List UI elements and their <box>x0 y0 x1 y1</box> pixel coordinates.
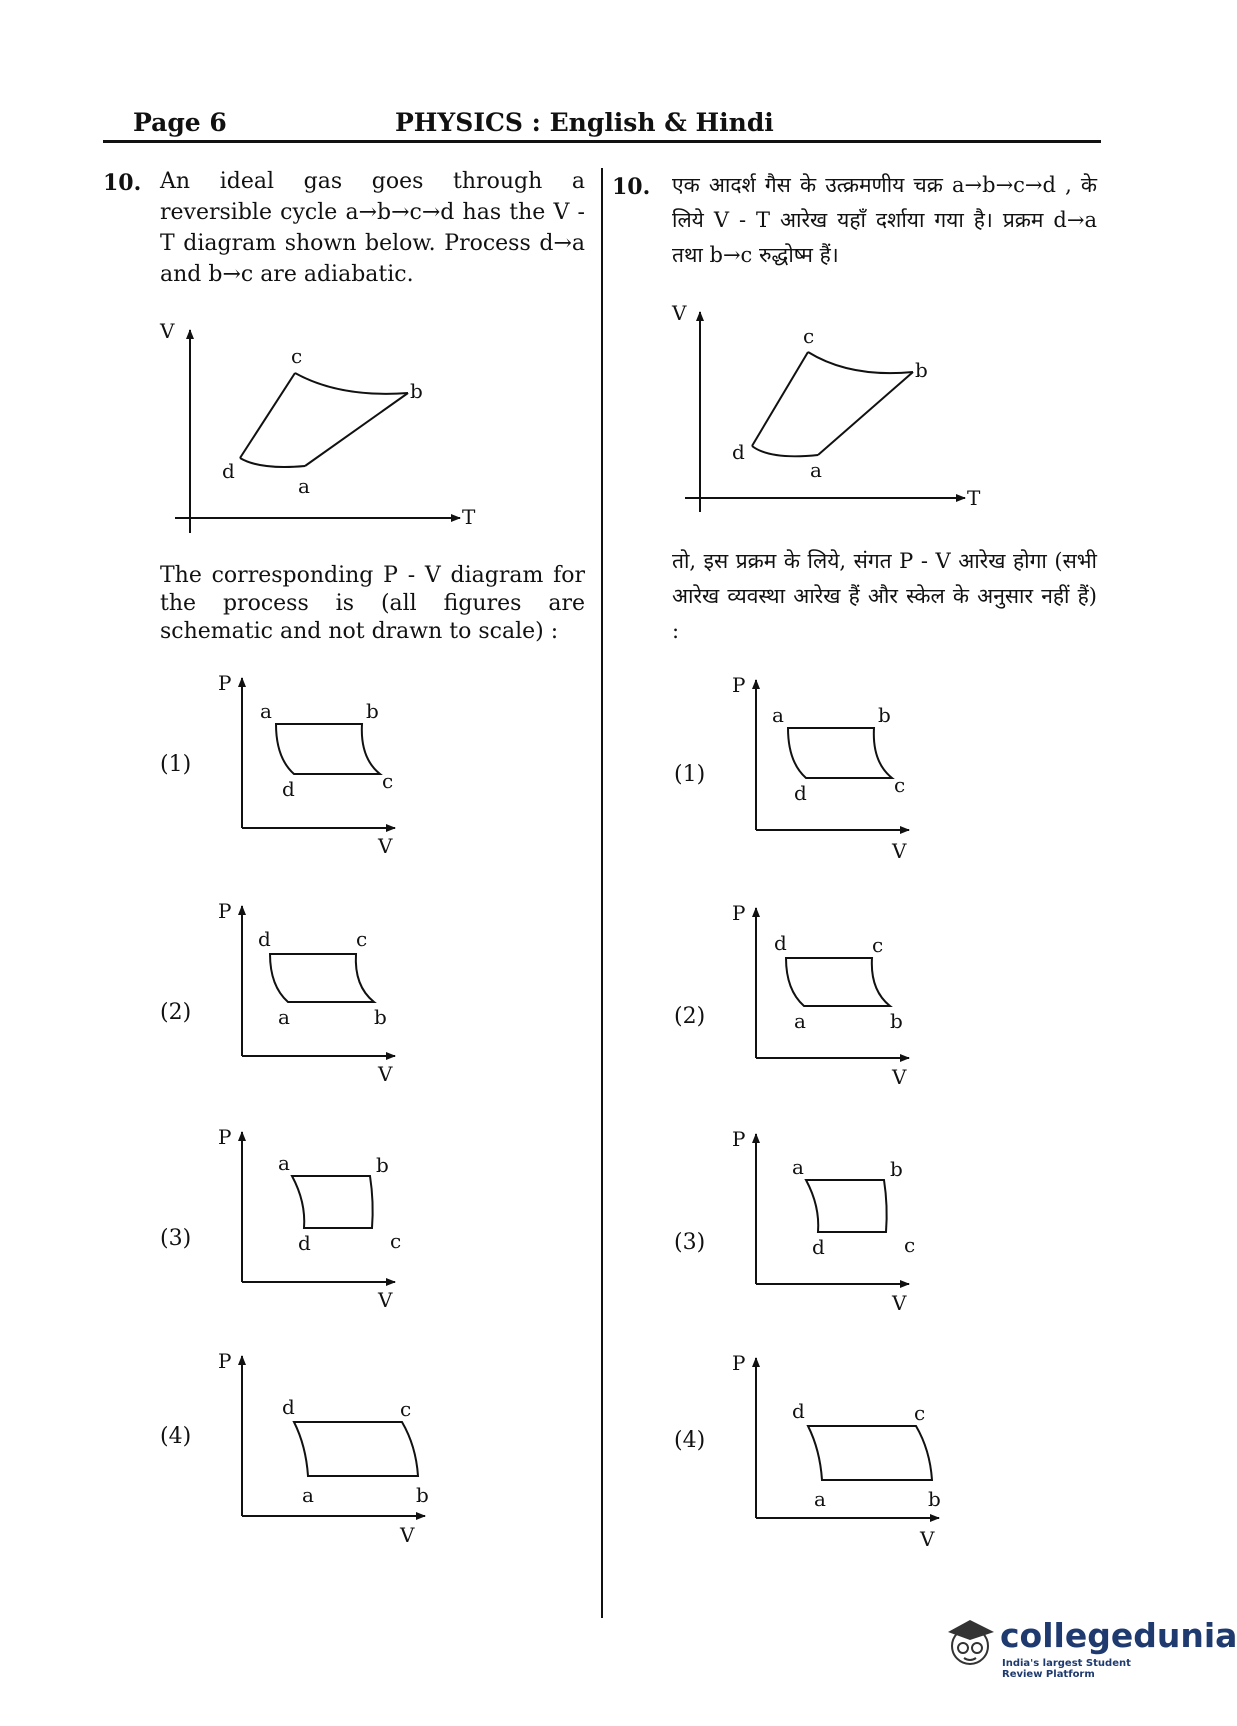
diagram-label: d <box>794 781 807 805</box>
diagram-label: a <box>772 703 784 727</box>
vt-point-b: b <box>410 379 423 403</box>
question-number-en: 10. <box>103 170 142 196</box>
question-text-en: An ideal gas goes through a reversible cycle a→b→c→d has the V - T diagram shown below. Process d→a and b→c are adiabatic. <box>160 169 585 287</box>
question-text-hi: एक आदर्श गैस के उत्क्रमणीय चक्र a→b→c→d , के लिये V - T आरेख यहाँ दर्शाया गया है। प्रक्रम d→a तथा b→c रुद्धोष्म हैं। <box>672 173 1097 267</box>
pv-diagram-option-3-hi <box>724 1124 924 1314</box>
diagram-label: V <box>378 834 393 858</box>
vt-diagram-en <box>150 318 490 543</box>
diagram-label: a <box>278 1151 290 1175</box>
vt-point-c: c <box>291 344 303 368</box>
diagram-label: c <box>914 1401 926 1425</box>
logo-tagline: India's largest Student Review Platform <box>1002 1658 1131 1680</box>
diagram-label: d <box>812 1235 825 1259</box>
option-4-label-hi: (4) <box>674 1428 706 1453</box>
followup-text-en: The corresponding P - V diagram for the process is (all figures are schematic and not drawn to scale) : <box>160 563 585 644</box>
vt-axis-t-label: T <box>967 486 981 510</box>
diagram-label: c <box>382 769 394 793</box>
followup-text-hi: तो, इस प्रक्रम के लिये, संगत P - V आरेख होगा (सभी आरेख व्यवस्था आरेख हैं और स्केल के अनुसार नहीं हैं) : <box>672 549 1097 643</box>
diagram-label: d <box>774 931 787 955</box>
option-2-label-hi: (2) <box>674 1004 706 1029</box>
option-1-label-hi: (1) <box>674 762 706 787</box>
diagram-label: a <box>794 1009 806 1033</box>
vt-axis-t-label: T <box>462 505 476 529</box>
header-rule <box>103 140 1101 143</box>
diagram-label: b <box>928 1487 941 1511</box>
diagram-label: c <box>390 1229 402 1253</box>
diagram-label: c <box>400 1397 412 1421</box>
diagram-label: b <box>416 1483 429 1507</box>
vt-point-a: a <box>810 458 822 482</box>
option-1-label-en: (1) <box>160 752 192 777</box>
diagram-label: P <box>218 1349 232 1373</box>
question-number-hi: 10. <box>612 174 651 200</box>
diagram-label: b <box>376 1153 389 1177</box>
diagram-label: c <box>894 773 906 797</box>
pv-diagram-option-1-en <box>210 668 410 858</box>
diagram-label: P <box>218 899 232 923</box>
option-4-label-en: (4) <box>160 1424 192 1449</box>
logo-name: collegedunia <box>1000 1616 1237 1655</box>
option-3-label-hi: (3) <box>674 1230 706 1255</box>
diagram-label: d <box>282 1395 295 1419</box>
diagram-label: P <box>732 901 746 925</box>
vt-point-c: c <box>803 324 815 348</box>
diagram-label: V <box>892 1065 907 1089</box>
diagram-label: b <box>890 1009 903 1033</box>
vt-point-d: d <box>222 459 235 483</box>
mascot-icon <box>942 1612 1000 1676</box>
diagram-label: P <box>732 673 746 697</box>
diagram-label: P <box>218 1125 232 1149</box>
diagram-label: d <box>792 1399 805 1423</box>
diagram-label: a <box>302 1483 314 1507</box>
diagram-label: d <box>298 1231 311 1255</box>
diagram-label: a <box>814 1487 826 1511</box>
diagram-label: a <box>792 1155 804 1179</box>
pv-diagram-option-2-hi <box>724 898 924 1088</box>
diagram-label: a <box>278 1005 290 1029</box>
vt-point-d: d <box>732 440 745 464</box>
option-3-label-en: (3) <box>160 1226 192 1251</box>
diagram-label: V <box>400 1523 415 1547</box>
collegedunia-logo <box>942 1612 1237 1682</box>
pv-diagram-option-1-hi <box>724 670 924 863</box>
diagram-label: P <box>218 671 232 695</box>
vt-axis-v-label: V <box>672 301 687 325</box>
pv-diagram-option-2-en <box>210 896 410 1086</box>
pv-diagram-option-4-en <box>210 1346 440 1546</box>
pv-diagram-option-3-en <box>210 1122 410 1312</box>
column-divider <box>601 168 603 1618</box>
diagram-label: V <box>920 1527 935 1551</box>
diagram-label: b <box>890 1157 903 1181</box>
diagram-label: b <box>366 699 379 723</box>
diagram-label: b <box>374 1005 387 1029</box>
vt-point-a: a <box>298 474 310 498</box>
diagram-label: P <box>732 1351 746 1375</box>
diagram-label: V <box>378 1062 393 1086</box>
diagram-label: P <box>732 1127 746 1151</box>
diagram-label: d <box>258 927 271 951</box>
diagram-label: c <box>904 1233 916 1257</box>
vt-point-b: b <box>915 358 928 382</box>
pv-diagram-option-4-hi <box>724 1348 954 1551</box>
vt-axis-v-label: V <box>160 319 175 343</box>
subject-title: PHYSICS : English & Hindi <box>395 108 774 137</box>
diagram-label: a <box>260 699 272 723</box>
vt-diagram-hi <box>660 300 1000 520</box>
diagram-label: V <box>378 1288 393 1312</box>
diagram-label: d <box>282 777 295 801</box>
page-label: Page 6 <box>133 108 227 137</box>
option-2-label-en: (2) <box>160 1000 192 1025</box>
diagram-label: V <box>892 839 907 863</box>
diagram-label: c <box>872 933 884 957</box>
diagram-label: V <box>892 1291 907 1315</box>
diagram-label: b <box>878 703 891 727</box>
diagram-label: c <box>356 927 368 951</box>
